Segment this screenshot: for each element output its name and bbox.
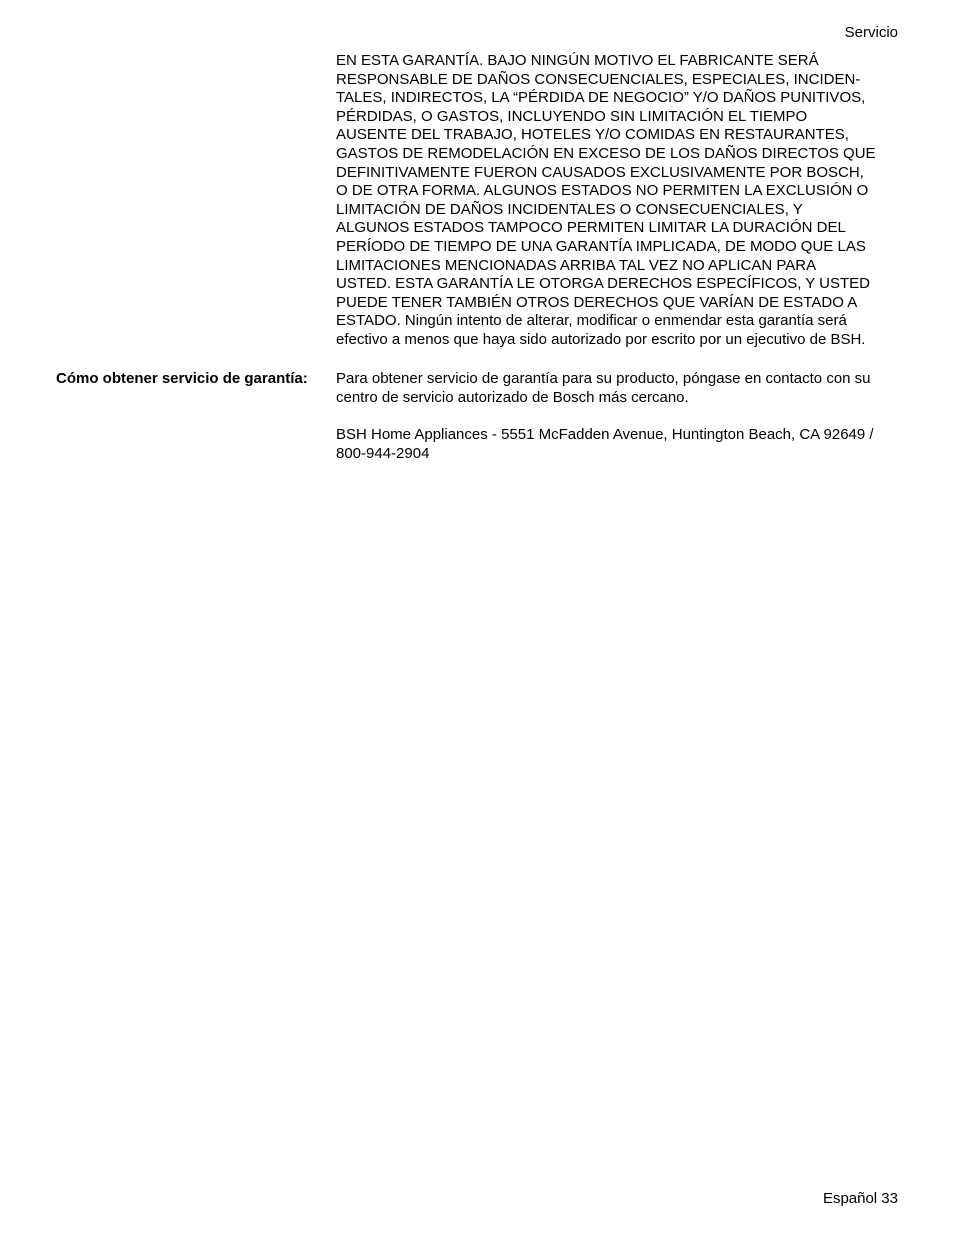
legal-line: PERÍODO DE TIEMPO DE UNA GARANTÍA IMPLICADA, DE MODO QUE LAS — [336, 237, 866, 255]
legal-line: efectivo a menos que haya sido autorizado por escrito por un ejecutivo de BSH. — [336, 330, 866, 348]
section-header: Servicio — [844, 24, 898, 41]
legal-line: GASTOS DE REMODELACIÓN EN EXCESO DE LOS DAÑOS DIRECTOS QUE — [336, 144, 876, 162]
legal-line: PUEDE TENER TAMBIÉN OTROS DERECHOS QUE VARÍAN DE ESTADO A — [336, 293, 858, 311]
legal-line: ALGUNOS ESTADOS TAMPOCO PERMITEN LIMITAR LA DURACIÓN DEL — [336, 219, 846, 237]
legal-line: O DE OTRA FORMA. ALGUNOS ESTADOS NO PERMITEN LA EXCLUSIÓN O — [336, 182, 869, 200]
warranty-legal-text — [336, 52, 902, 350]
legal-line: DEFINITIVAMENTE FUERON CAUSADOS EXCLUSIVAMENTE POR BOSCH, — [336, 163, 864, 181]
legal-line: AUSENTE DEL TRABAJO, HOTELES Y/O COMIDAS EN RESTAURANTES, — [336, 126, 849, 144]
legal-line: TALES, INDIRECTOS, LA “PÉRDIDA DE NEGOCIO” Y/O DAÑOS PUNITIVOS, — [336, 89, 866, 107]
legal-line: ESTADO. Ningún intento de alterar, modificar o enmendar esta garantía será — [336, 312, 847, 330]
legal-line: LIMITACIONES MENCIONADAS ARRIBA TAL VEZ NO APLICAN PARA — [336, 256, 817, 274]
page-number: Español 33 — [822, 1190, 898, 1207]
legal-line: LIMITACIÓN DE DAÑOS INCIDENTALES O CONSECUENCIALES, Y — [336, 200, 803, 218]
legal-line: PÉRDIDAS, O GASTOS, INCLUYENDO SIN LIMITACIÓN EL TIEMPO — [336, 107, 808, 125]
company-address: BSH Home Appliances - 5551 McFadden Avenue, Huntington Beach, CA 92649 / 800-944-2904 — [336, 426, 874, 462]
legal-line: RESPONSABLE DE DAÑOS CONSECUENCIALES, ESPECIALES, INCIDEN- — [336, 70, 861, 88]
legal-line: EN ESTA GARANTÍA. BAJO NINGÚN MOTIVO EL FABRICANTE SERÁ — [336, 52, 819, 69]
legal-line: USTED. ESTA GARANTÍA LE OTORGA DERECHOS ESPECÍFICOS, Y USTED — [336, 275, 871, 293]
warranty-service-paragraph: Para obtener servicio de garantía para su producto, póngase en contacto con su centro de servicio autorizado de Bosch más cercano. — [336, 370, 871, 406]
warranty-service-heading: Cómo obtener servicio de garantía: — [56, 370, 308, 387]
